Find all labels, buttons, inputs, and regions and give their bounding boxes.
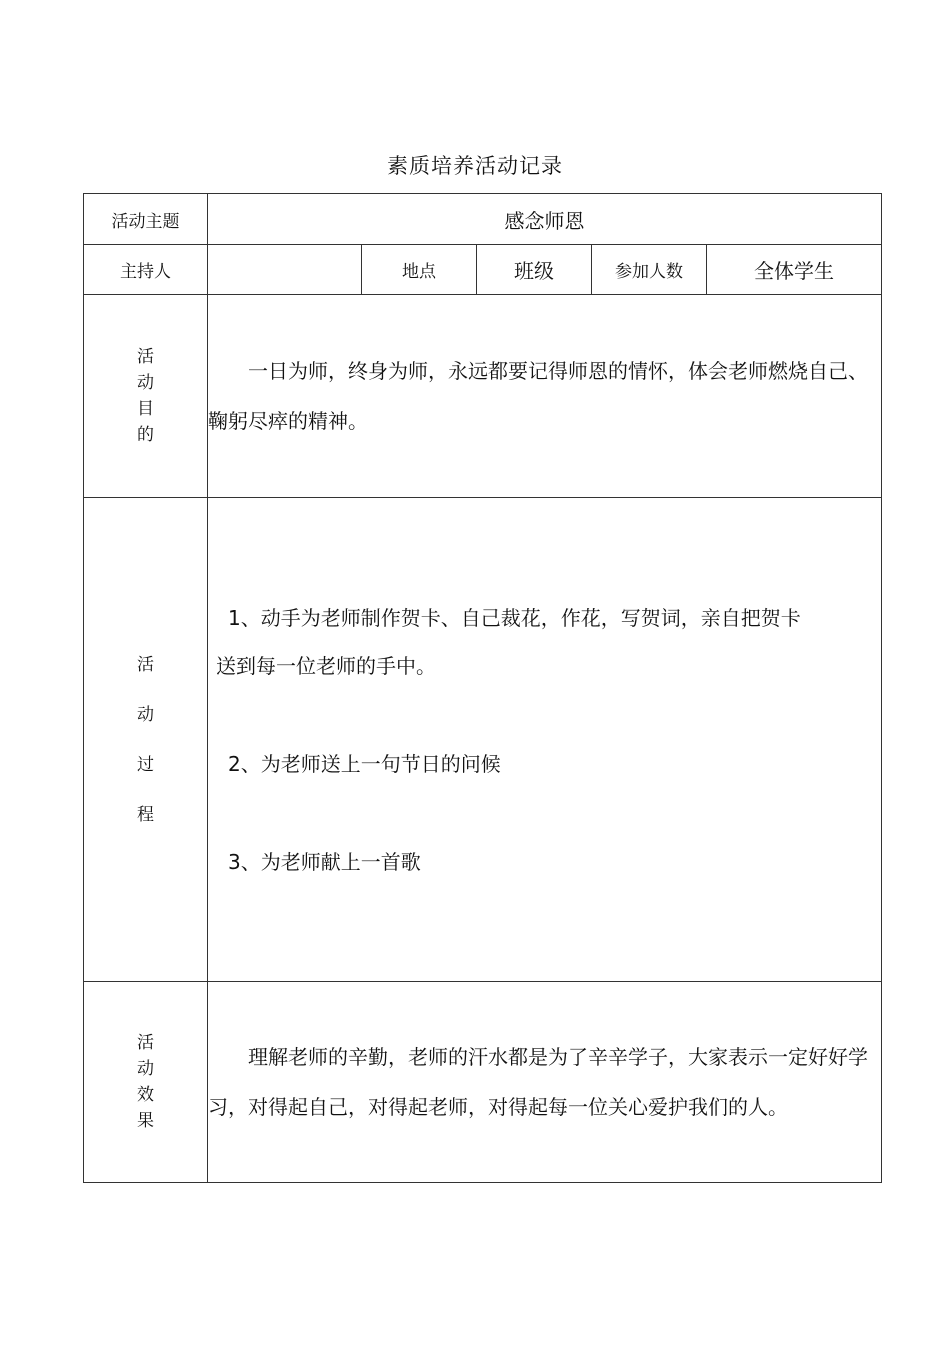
theme-label: 活动主题 <box>84 194 208 245</box>
info-row <box>84 245 882 295</box>
theme-row <box>84 194 882 245</box>
effect-text-cell <box>208 982 882 1183</box>
purpose-text: 一日为师，终身为师，永远都要记得师恩的情怀，体会老师燃烧自己、鞠躬尽瘁的精神。 <box>208 359 868 433</box>
document-title: 素质培养活动记录 <box>387 154 563 178</box>
process-item-1-cont: 送到每一位老师的手中。 <box>216 653 436 678</box>
effect-label: 活 动 效 果 <box>84 982 208 1183</box>
purpose-label: 活 动 目 的 <box>84 295 208 498</box>
process-item-3: 3、为老师献上一首歌 <box>228 849 421 874</box>
location-value: 班级 <box>477 245 592 295</box>
host-label: 主持人 <box>84 245 208 295</box>
process-item-1: 1、动手为老师制作贺卡、自己裁花，作花，写贺词，亲自把贺卡 <box>228 605 801 630</box>
participants-label: 参加人数 <box>592 245 707 295</box>
theme-value: 感念师恩 <box>208 194 882 245</box>
purpose-text-cell <box>208 295 882 498</box>
effect-row <box>84 982 882 1183</box>
process-label: 活 动 过 程 <box>84 498 208 982</box>
process-text-cell <box>208 498 882 982</box>
activity-record-table <box>83 193 882 1183</box>
process-row <box>84 498 882 982</box>
purpose-row <box>84 295 882 498</box>
location-label: 地点 <box>362 245 477 295</box>
effect-text: 理解老师的辛勤，老师的汗水都是为了辛辛学子，大家表示一定好好学习，对得起自己，对得起老师，对得起每一位关心爱护我们的人。 <box>208 1045 868 1119</box>
process-item-2: 2、为老师送上一句节日的问候 <box>228 751 501 776</box>
participants-value: 全体学生 <box>707 245 882 295</box>
host-value <box>208 245 362 295</box>
